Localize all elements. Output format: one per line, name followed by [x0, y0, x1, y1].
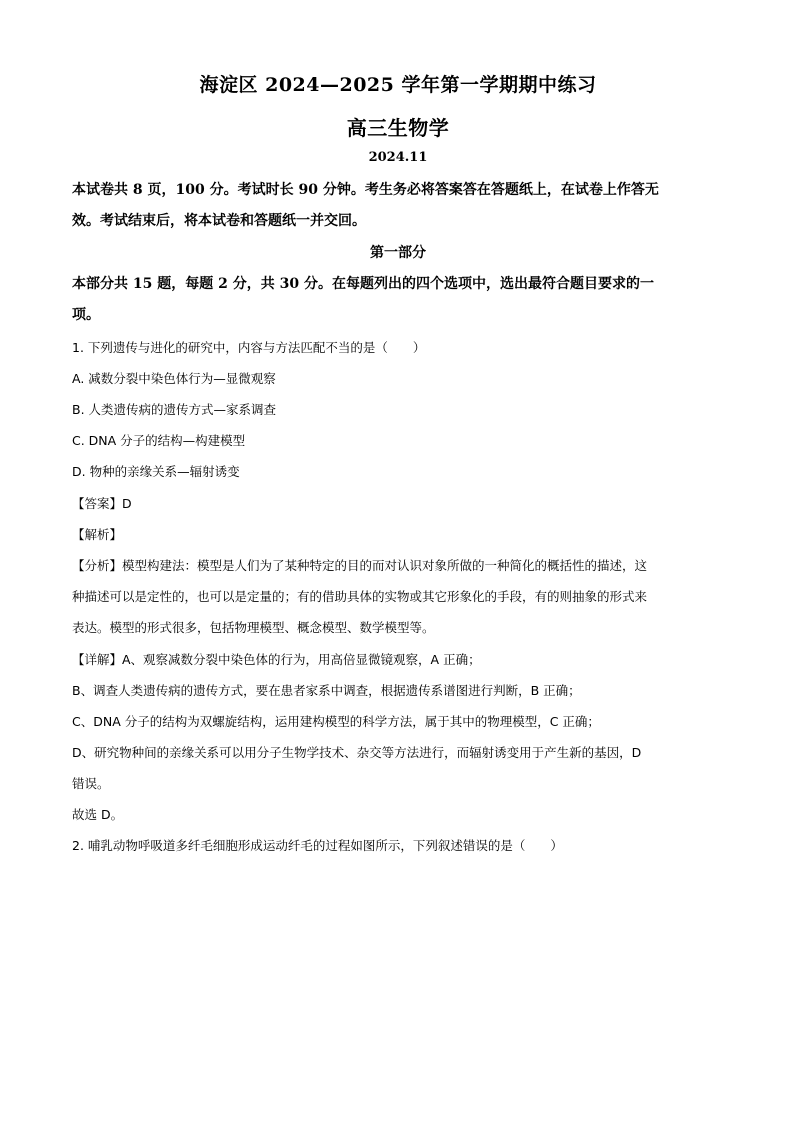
question-1-answer: 【答案】D [72, 496, 132, 511]
section-title: 第一部分 [370, 245, 426, 261]
question-1-fenxi-line-3: 表达。模型的形式很多，包括物理模型、概念模型、数学模型等。 [72, 620, 435, 635]
question-1-analysis-label: 【解析】 [72, 527, 123, 542]
question-1-option-b: B. 人类遗传病的遗传方式—家系调查 [72, 402, 277, 417]
instructions-line-2: 效。考试结束后，将本试卷和答题纸一并交回。 [72, 213, 366, 229]
instructions-line-1: 本试卷共 8 页，100 分。考试时长 90 分钟。考生务必将答案答在答题纸上，在试卷上作答无 [72, 182, 659, 198]
exam-title: 海淀区 2024—2025 学年第一学期期中练习 [199, 74, 597, 96]
question-1-stem: 1. 下列遗传与进化的研究中，内容与方法匹配不当的是（ ） [72, 340, 426, 355]
question-1-xiangjie-line-3: C、DNA 分子的结构为双螺旋结构，运用建构模型的科学方法，属于其中的物理模型，C 正确； [72, 714, 600, 729]
exam-subject: 高三生物学 [346, 116, 450, 140]
question-1-xiangjie-line-5: 错误。 [72, 776, 110, 791]
question-1-option-a: A. 减数分裂中染色体行为—显微观察 [72, 371, 276, 386]
question-2-stem: 2. 哺乳动物呼吸道多纤毛细胞形成运动纤毛的过程如图所示，下列叙述错误的是（ ） [72, 838, 563, 853]
exam-date: 2024.11 [368, 150, 428, 165]
question-1-xiangjie-line-1: 【详解】A、观察减数分裂中染色体的行为，用高倍显微镜观察，A 正确； [72, 652, 481, 667]
question-1-option-c: C. DNA 分子的结构—构建模型 [72, 433, 246, 448]
section-desc-line-1: 本部分共 15 题，每题 2 分，共 30 分。在每题列出的四个选项中，选出最符合题目要求的一 [72, 276, 654, 292]
section-desc-line-2: 项。 [72, 307, 100, 323]
question-1-xiangjie-line-2: B、调查人类遗传病的遗传方式，要在患者家系中调查，根据遗传系谱图进行判断，B 正确； [72, 683, 581, 698]
question-1-option-d: D. 物种的亲缘关系—辐射诱变 [72, 464, 240, 479]
question-1-fenxi-line-2: 种描述可以是定性的，也可以是定量的；有的借助具体的实物或其它形象化的手段，有的则抽象的形式来 [72, 589, 648, 604]
question-1-fenxi-line-1: 【分析】模型构建法：模型是人们为了某种特定的目的而对认识对象所做的一种简化的概括性的描述，这 [72, 558, 648, 573]
question-1-xiangjie-line-4: D、研究物种间的亲缘关系可以用分子生物学技术、杂交等方法进行，而辐射诱变用于产生新的基因，D [72, 745, 642, 760]
question-1-xiangjie-line-6: 故选 D。 [72, 807, 124, 822]
